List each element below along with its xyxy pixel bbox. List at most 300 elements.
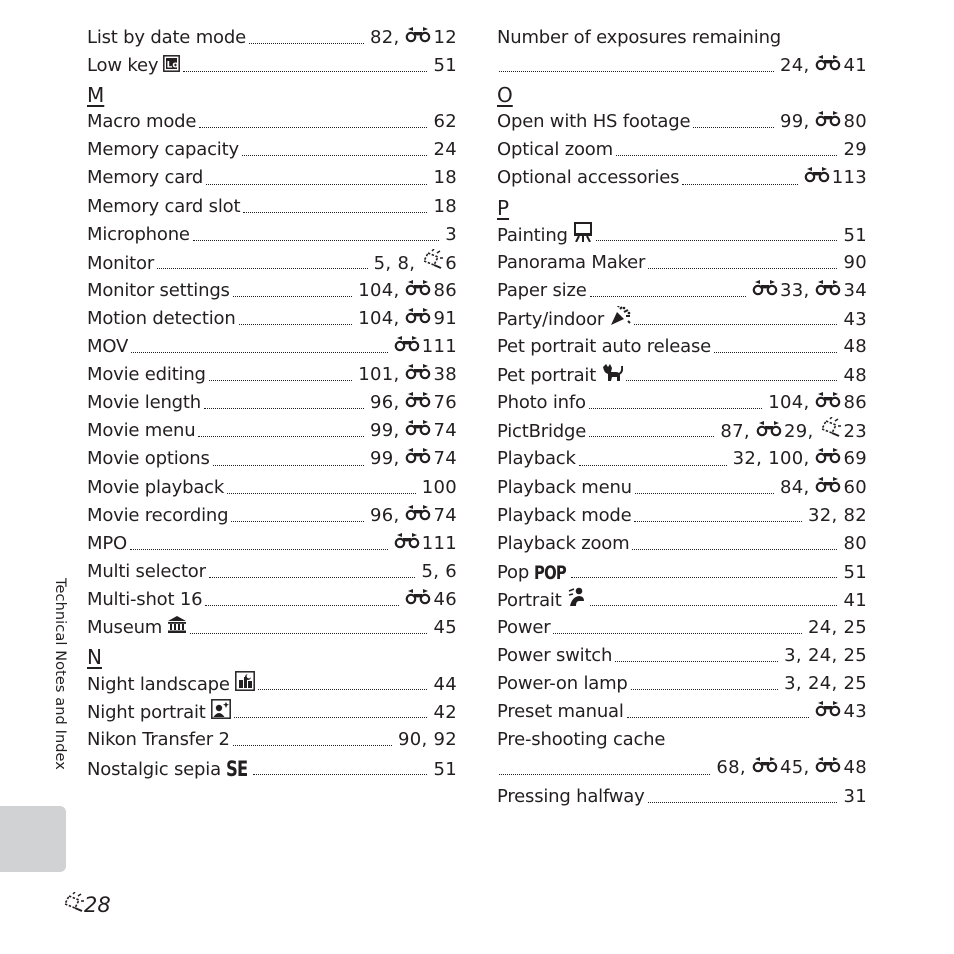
page-reference[interactable] bbox=[370, 445, 406, 473]
page-reference[interactable] bbox=[815, 474, 867, 502]
page-reference-number: 101 bbox=[358, 364, 394, 386]
page-references bbox=[433, 614, 457, 642]
index-entry bbox=[87, 193, 457, 221]
page-references bbox=[808, 502, 867, 530]
index-entry bbox=[497, 108, 867, 136]
index-entry-label: Multi-shot 16 bbox=[87, 588, 203, 610]
index-entry bbox=[87, 754, 457, 782]
index-entry-label: Low key bbox=[87, 55, 159, 77]
index-entry-label: Night portrait bbox=[87, 702, 206, 724]
page-references bbox=[370, 502, 457, 530]
page-reference[interactable] bbox=[398, 726, 434, 754]
index-entry-label: Number of exposures remaining bbox=[497, 27, 782, 48]
page-reference-number: 113 bbox=[831, 167, 867, 189]
page-reference[interactable] bbox=[433, 136, 457, 164]
page-reference[interactable] bbox=[843, 614, 867, 642]
reference-icon bbox=[405, 277, 432, 305]
page-reference-number: 44 bbox=[433, 674, 457, 696]
separator: , bbox=[433, 560, 440, 582]
page-reference[interactable] bbox=[433, 726, 457, 754]
page-reference-number: 104 bbox=[768, 392, 804, 414]
reference-icon bbox=[752, 277, 779, 305]
index-entry-label: Movie options bbox=[87, 448, 210, 470]
page-reference[interactable] bbox=[433, 193, 457, 221]
section-heading: P bbox=[497, 195, 510, 220]
index-entry bbox=[87, 502, 457, 530]
page-reference[interactable] bbox=[433, 164, 457, 192]
index-entry bbox=[87, 417, 457, 445]
index-entry-label: List by date mode bbox=[87, 27, 246, 48]
leader-dots bbox=[213, 465, 364, 466]
page-references bbox=[768, 389, 867, 417]
page-reference[interactable] bbox=[780, 474, 816, 502]
page-references bbox=[433, 108, 457, 136]
index-entry-label: Playback zoom bbox=[497, 532, 630, 554]
section-heading: M bbox=[87, 83, 105, 108]
page-reference[interactable] bbox=[784, 670, 808, 698]
page-reference-number: 91 bbox=[433, 307, 457, 329]
index-entry bbox=[497, 361, 867, 389]
reference-icon bbox=[804, 164, 831, 192]
page-reference[interactable] bbox=[720, 418, 756, 446]
index-entry bbox=[87, 361, 457, 389]
page-reference[interactable] bbox=[358, 305, 405, 333]
page-number-text: 28 bbox=[84, 892, 111, 917]
index-entry-label: Movie editing bbox=[87, 364, 206, 386]
page-reference[interactable] bbox=[445, 221, 457, 249]
page-reference[interactable] bbox=[405, 586, 457, 614]
page-reference[interactable] bbox=[843, 642, 867, 670]
reference-icon bbox=[815, 108, 842, 136]
index-entry bbox=[497, 221, 867, 249]
page-reference[interactable] bbox=[370, 389, 406, 417]
page-reference-number: 99 bbox=[369, 420, 394, 442]
page-reference[interactable] bbox=[405, 24, 457, 52]
index-entry bbox=[497, 530, 867, 558]
index-entry bbox=[87, 614, 457, 642]
reference-icon bbox=[815, 474, 842, 502]
page-reference-number: 51 bbox=[843, 224, 867, 246]
page-reference-number: 3 bbox=[784, 673, 796, 695]
index-entry-label: Pressing halfway bbox=[497, 785, 645, 807]
page-reference-number: 100 bbox=[768, 448, 804, 470]
page-references bbox=[780, 108, 867, 136]
page-reference-number: 5 bbox=[421, 560, 434, 582]
page-reference-number: 24 bbox=[433, 139, 457, 161]
page-reference[interactable] bbox=[780, 108, 816, 136]
leader-dots bbox=[632, 549, 837, 550]
night-portrait-icon bbox=[211, 699, 231, 728]
page-reference-number: 45 bbox=[433, 616, 457, 638]
index-entry bbox=[497, 642, 867, 670]
page-references bbox=[422, 474, 457, 502]
page-reference[interactable] bbox=[433, 52, 457, 80]
leader-dots bbox=[190, 633, 427, 634]
page-references bbox=[405, 586, 457, 614]
page-reference-number: 23 bbox=[843, 421, 867, 443]
low-key-icon bbox=[163, 53, 180, 81]
index-entry bbox=[497, 698, 867, 726]
page-reference-number: 96 bbox=[369, 392, 394, 414]
leader-dots bbox=[589, 436, 714, 437]
page-references bbox=[370, 24, 457, 52]
page-reference[interactable] bbox=[445, 558, 457, 586]
page-reference[interactable] bbox=[815, 108, 867, 136]
index-entry bbox=[87, 164, 457, 192]
page-reference[interactable] bbox=[843, 587, 867, 615]
page-references bbox=[804, 164, 867, 192]
leader-dots bbox=[682, 184, 797, 185]
page-reference-number: 29 bbox=[783, 421, 808, 443]
index-entry bbox=[497, 333, 867, 361]
index-entry-label: Museum bbox=[87, 616, 163, 638]
index-entry-label: Playback mode bbox=[497, 504, 632, 526]
page-reference-number: 41 bbox=[843, 55, 867, 77]
page-references bbox=[843, 362, 867, 390]
index-entry-label: MOV bbox=[87, 336, 129, 358]
index-entry-label: Microphone bbox=[87, 223, 190, 245]
page-reference[interactable] bbox=[752, 277, 816, 305]
index-entry bbox=[87, 530, 457, 558]
page-reference[interactable] bbox=[733, 445, 769, 473]
page-references bbox=[843, 222, 867, 250]
page-references bbox=[445, 221, 457, 249]
leader-dots bbox=[590, 605, 838, 606]
leader-dots bbox=[634, 324, 837, 325]
page-references bbox=[720, 417, 867, 446]
page-reference-number: 104 bbox=[358, 279, 394, 301]
index-entry-label: Memory card bbox=[87, 167, 204, 189]
reference-icon bbox=[405, 502, 432, 530]
separator: , bbox=[393, 504, 400, 526]
separator: , bbox=[803, 757, 810, 779]
page-reference[interactable] bbox=[843, 306, 867, 334]
leader-dots bbox=[183, 71, 427, 72]
page-reference-number: 18 bbox=[433, 195, 457, 217]
page-reference-number: 48 bbox=[843, 757, 867, 779]
page-references bbox=[433, 164, 457, 192]
index-entry-label: Power bbox=[497, 616, 551, 638]
page-reference-number: 111 bbox=[421, 532, 457, 554]
page-reference-number: 82 bbox=[843, 504, 867, 526]
separator: , bbox=[393, 279, 400, 301]
index-entry bbox=[497, 445, 867, 473]
leader-dots bbox=[209, 380, 352, 381]
page-reference[interactable] bbox=[433, 671, 457, 699]
leader-dots bbox=[590, 296, 746, 297]
index-entry bbox=[497, 164, 867, 192]
index-entry bbox=[497, 614, 867, 642]
page-reference[interactable] bbox=[405, 417, 457, 445]
leader-dots bbox=[615, 661, 778, 662]
index-entry-label: Playback bbox=[497, 448, 576, 470]
index-entry bbox=[87, 670, 457, 698]
page-reference[interactable] bbox=[405, 445, 457, 473]
page-reference[interactable] bbox=[843, 249, 867, 277]
page-reference-number: 90 bbox=[843, 251, 867, 273]
reference-icon bbox=[815, 445, 842, 473]
page-reference[interactable] bbox=[405, 277, 457, 305]
page-reference[interactable] bbox=[815, 445, 867, 473]
page-reference[interactable] bbox=[808, 502, 844, 530]
page-references bbox=[784, 642, 867, 670]
index-entry-label: Pop bbox=[497, 561, 530, 583]
page-reference[interactable] bbox=[421, 249, 457, 278]
leader-dots bbox=[227, 493, 416, 494]
page-reference[interactable] bbox=[405, 305, 457, 333]
leader-dots bbox=[233, 296, 352, 297]
index-entry-label: Optical zoom bbox=[497, 139, 613, 161]
index-entry bbox=[497, 389, 867, 417]
museum-icon bbox=[167, 615, 187, 643]
party-indoor-icon bbox=[609, 306, 631, 335]
page-references bbox=[421, 558, 457, 586]
page-reference-number: 18 bbox=[433, 167, 457, 189]
technical-notes-icon bbox=[421, 249, 444, 278]
index-entry bbox=[497, 305, 867, 333]
page-references bbox=[433, 671, 457, 699]
leader-dots bbox=[571, 577, 837, 578]
page-reference[interactable] bbox=[808, 670, 844, 698]
page-reference[interactable] bbox=[370, 502, 406, 530]
index-entry-label: Movie menu bbox=[87, 420, 196, 442]
leader-dots bbox=[249, 43, 364, 44]
page-reference[interactable] bbox=[405, 389, 457, 417]
index-entry-label: PictBridge bbox=[497, 421, 587, 443]
index-entry-label: Power-on lamp bbox=[497, 673, 628, 695]
page-reference[interactable] bbox=[815, 754, 867, 782]
leader-dots bbox=[553, 633, 802, 634]
leader-dots bbox=[589, 408, 762, 409]
page-reference-number: 24 bbox=[779, 55, 804, 77]
page-references bbox=[808, 614, 867, 642]
reference-icon bbox=[405, 305, 432, 333]
leader-dots bbox=[596, 240, 838, 241]
page-reference-number: 82 bbox=[369, 27, 394, 48]
technical-notes-icon bbox=[819, 417, 842, 446]
page-reference[interactable] bbox=[370, 24, 406, 52]
index-entry-label: Nostalgic sepia bbox=[87, 759, 221, 781]
page-reference-number: 24 bbox=[807, 673, 832, 695]
page-reference[interactable] bbox=[370, 417, 406, 445]
page-reference[interactable] bbox=[843, 783, 867, 811]
leader-dots bbox=[239, 324, 353, 325]
reference-icon bbox=[405, 389, 432, 417]
index-entry-label: Movie recording bbox=[87, 504, 229, 526]
page-reference[interactable] bbox=[756, 418, 820, 446]
separator: , bbox=[393, 27, 400, 48]
page-references bbox=[374, 249, 457, 278]
page-reference-number: 24 bbox=[807, 645, 832, 667]
index-entry bbox=[497, 558, 867, 586]
page-reference[interactable] bbox=[819, 417, 867, 446]
page-reference[interactable] bbox=[843, 333, 867, 361]
page-reference[interactable] bbox=[843, 502, 867, 530]
page-reference[interactable] bbox=[358, 277, 405, 305]
page-reference-number: 62 bbox=[433, 111, 457, 133]
page-reference-number: 104 bbox=[358, 307, 394, 329]
leader-dots bbox=[635, 493, 774, 494]
page-reference[interactable] bbox=[433, 108, 457, 136]
page-reference[interactable] bbox=[433, 699, 457, 727]
reference-icon bbox=[405, 417, 432, 445]
index-entry-continuation bbox=[497, 52, 867, 80]
reference-icon bbox=[394, 333, 421, 361]
page-reference-number: 51 bbox=[843, 561, 867, 583]
page-reference[interactable] bbox=[815, 389, 867, 417]
leader-dots bbox=[209, 577, 416, 578]
index-entry-label: Memory capacity bbox=[87, 139, 239, 161]
page-reference[interactable] bbox=[843, 136, 867, 164]
index-entry-label: Portrait bbox=[497, 589, 562, 611]
separator: , bbox=[803, 448, 810, 470]
index-entry bbox=[87, 136, 457, 164]
page-reference[interactable] bbox=[358, 361, 405, 389]
index-entry bbox=[497, 24, 867, 52]
page-reference-number: 25 bbox=[843, 673, 867, 695]
page-references bbox=[398, 726, 457, 754]
leader-dots bbox=[258, 689, 428, 690]
page-reference-number: 96 bbox=[369, 504, 394, 526]
page-reference[interactable] bbox=[768, 445, 815, 473]
reference-icon bbox=[394, 530, 421, 558]
index-entry bbox=[497, 136, 867, 164]
page-references bbox=[843, 136, 867, 164]
page-reference[interactable] bbox=[843, 559, 867, 587]
page-reference[interactable] bbox=[843, 670, 867, 698]
separator: , bbox=[831, 616, 838, 638]
index-entry-label: Movie playback bbox=[87, 476, 225, 498]
page-reference[interactable] bbox=[405, 502, 457, 530]
page-reference[interactable] bbox=[780, 52, 816, 80]
page-references bbox=[394, 530, 457, 558]
index-entry-label: Panorama Maker bbox=[497, 251, 646, 273]
page-reference[interactable] bbox=[815, 277, 867, 305]
page-reference[interactable] bbox=[843, 222, 867, 250]
separator: , bbox=[393, 392, 400, 414]
page-reference[interactable] bbox=[433, 614, 457, 642]
page-reference-number: 6 bbox=[445, 560, 457, 582]
index-column-left bbox=[87, 24, 457, 783]
separator: , bbox=[795, 673, 802, 695]
night-landscape-icon bbox=[235, 671, 255, 700]
index-entry bbox=[87, 249, 457, 277]
index-entry-label: Open with HS footage bbox=[497, 111, 691, 133]
index-entry bbox=[497, 417, 867, 445]
separator: , bbox=[831, 673, 838, 695]
page-reference[interactable] bbox=[716, 754, 752, 782]
index-entry bbox=[87, 698, 457, 726]
page-reference-number: 42 bbox=[433, 702, 457, 724]
page-reference[interactable] bbox=[843, 530, 867, 558]
index-entry bbox=[497, 783, 867, 811]
index-entry-label: Painting bbox=[497, 224, 568, 246]
page-references bbox=[843, 249, 867, 277]
page-reference[interactable] bbox=[397, 250, 421, 278]
separator: , bbox=[831, 645, 838, 667]
page-reference[interactable] bbox=[394, 333, 457, 361]
page-references bbox=[433, 756, 457, 784]
page-reference-number: 80 bbox=[843, 532, 867, 554]
technical-notes-icon bbox=[62, 893, 84, 917]
index-entry-label: Pre-shooting cache bbox=[497, 729, 666, 751]
reference-icon bbox=[815, 389, 842, 417]
page-reference-number: 12 bbox=[433, 27, 457, 48]
page-reference[interactable] bbox=[784, 642, 808, 670]
page-reference-number: 8 bbox=[397, 252, 410, 274]
leader-dots bbox=[242, 155, 428, 156]
leader-dots bbox=[693, 127, 774, 128]
page-reference-number: 38 bbox=[433, 364, 457, 386]
index-entry bbox=[87, 389, 457, 417]
index-entry bbox=[87, 445, 457, 473]
index-entry-label: Paper size bbox=[497, 279, 587, 301]
page-reference[interactable] bbox=[808, 614, 844, 642]
page-reference-number: 90 bbox=[397, 729, 422, 751]
separator: , bbox=[393, 420, 400, 442]
page-reference[interactable] bbox=[394, 530, 457, 558]
page-reference-number: 46 bbox=[433, 588, 457, 610]
leader-dots bbox=[130, 549, 388, 550]
separator: , bbox=[803, 392, 810, 414]
index-entry bbox=[87, 474, 457, 502]
page-reference-number: 34 bbox=[843, 279, 867, 301]
page-references bbox=[370, 417, 457, 445]
leader-dots bbox=[193, 240, 439, 241]
separator: , bbox=[795, 645, 802, 667]
reference-icon bbox=[752, 754, 779, 782]
leader-dots bbox=[253, 774, 428, 775]
leader-dots bbox=[231, 521, 364, 522]
separator: , bbox=[807, 421, 814, 443]
index-entry-label: Monitor bbox=[87, 252, 155, 274]
page-reference-number: 51 bbox=[433, 55, 457, 77]
page-reference[interactable] bbox=[433, 756, 457, 784]
reference-icon bbox=[405, 361, 432, 389]
page-reference-number: 92 bbox=[433, 729, 457, 751]
leader-dots bbox=[616, 155, 838, 156]
leader-dots bbox=[499, 774, 710, 775]
page-reference[interactable] bbox=[815, 698, 867, 726]
page-reference[interactable] bbox=[808, 642, 844, 670]
page-references bbox=[370, 389, 457, 417]
reference-icon bbox=[756, 418, 783, 446]
leader-dots bbox=[157, 268, 368, 269]
separator: , bbox=[385, 252, 392, 274]
page-references bbox=[358, 361, 457, 389]
page-reference-number: 25 bbox=[843, 645, 867, 667]
page-references bbox=[815, 698, 867, 726]
page-reference[interactable] bbox=[405, 361, 457, 389]
page-references bbox=[716, 754, 867, 782]
index-entry bbox=[87, 305, 457, 333]
index-entry bbox=[87, 221, 457, 249]
page-references bbox=[843, 559, 867, 587]
page-reference[interactable] bbox=[421, 558, 445, 586]
page-reference[interactable] bbox=[752, 754, 816, 782]
reference-icon bbox=[405, 445, 432, 473]
page-reference[interactable] bbox=[843, 362, 867, 390]
page-reference[interactable] bbox=[374, 250, 398, 278]
page-reference[interactable] bbox=[768, 389, 815, 417]
page-reference[interactable] bbox=[804, 164, 867, 192]
page-reference[interactable] bbox=[422, 474, 457, 502]
technical-notes-icon bbox=[62, 892, 84, 917]
index-entry-label: Power switch bbox=[497, 645, 613, 667]
separator: , bbox=[803, 111, 810, 133]
page-references bbox=[843, 333, 867, 361]
page-reference[interactable] bbox=[815, 52, 867, 80]
